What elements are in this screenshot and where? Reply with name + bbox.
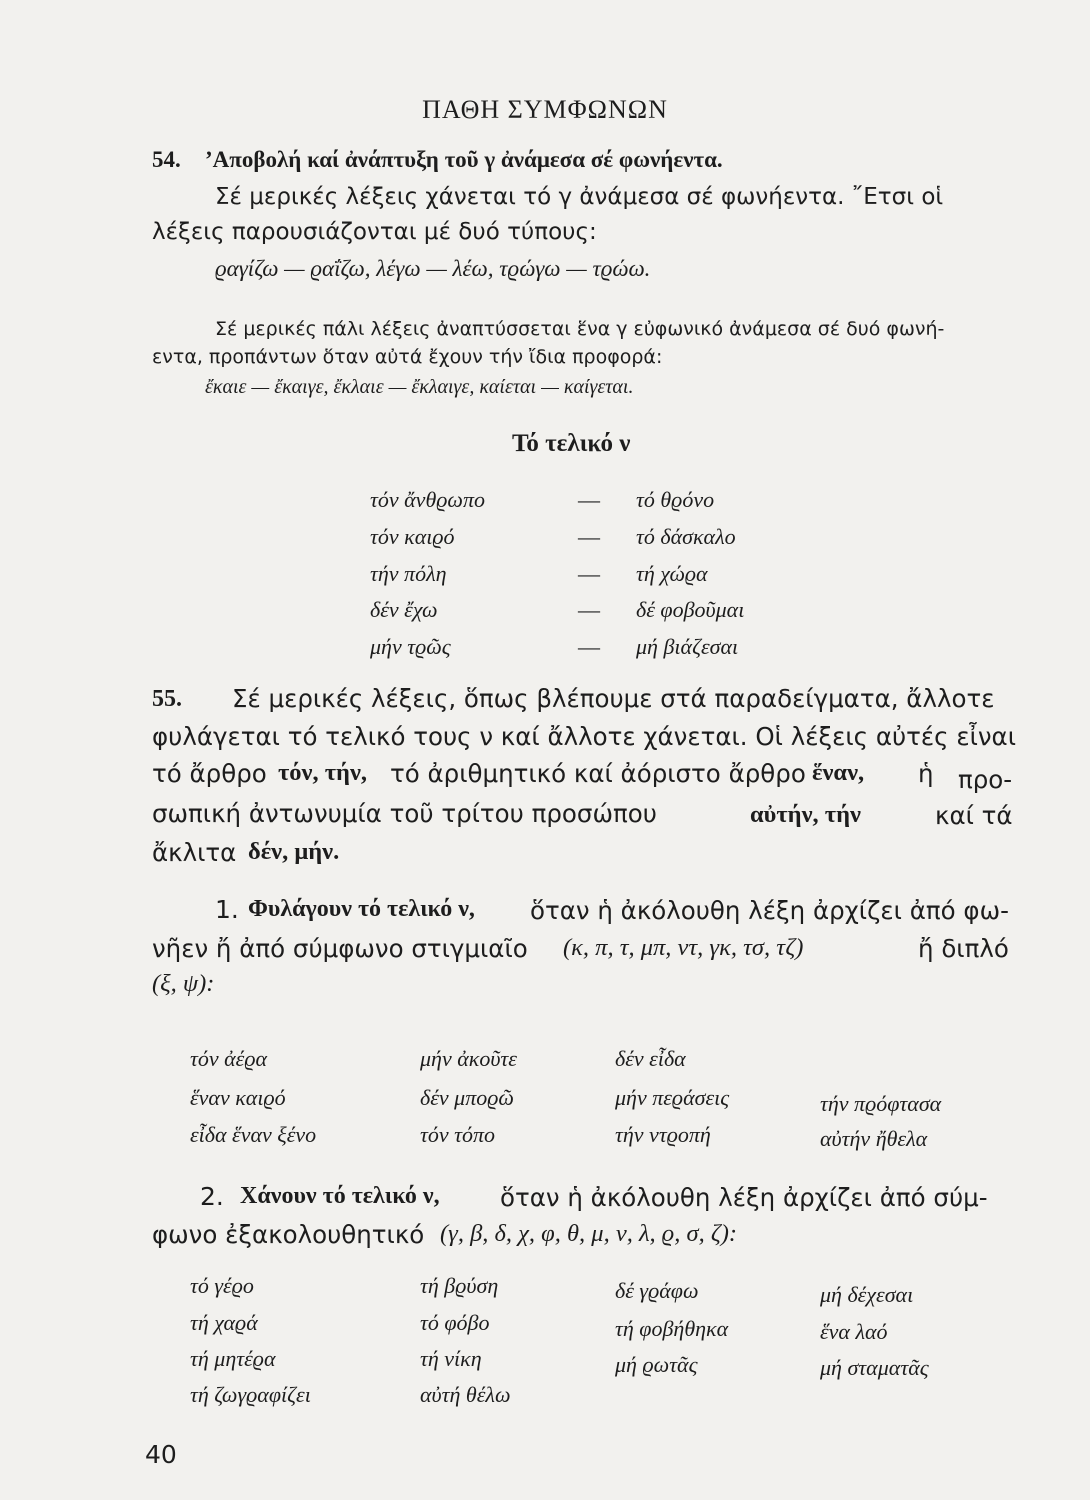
teliko-heading: Τό τελικό ν xyxy=(512,430,631,457)
rule-2-example: τή χαϱά xyxy=(190,1310,258,1335)
section-55-line-5a: ἄκλιτα xyxy=(152,838,237,867)
section-55-line-1: Σέ μερικές λέξεις, ὅπως βλέπουμε στά παραδείγματα, ἄλλοτε xyxy=(232,684,995,713)
rule-1-example: δέν εἶδα xyxy=(615,1046,686,1071)
rule-2-number: 2. xyxy=(200,1182,224,1211)
rule-1-doubles: (ξ, ψ): xyxy=(152,970,215,997)
rule-1-example: τήν ντϱοπή xyxy=(615,1122,711,1147)
pair-right: δέ φοβοῦμαι xyxy=(636,597,745,622)
rule-1-example: τήν πϱόφτασα xyxy=(820,1091,942,1116)
rule-1-heading: Φυλάγουν τό τελικό ν, xyxy=(248,896,475,922)
section-55-line-3a: τό ἄρθρο xyxy=(152,759,267,788)
page-number: 40 xyxy=(145,1440,177,1469)
section-54-small-line-2: εντα, προπάντων ὅταν αὐτά ἔχουν τήν ἴδια προφορά: xyxy=(152,346,663,368)
pair-dash: — xyxy=(578,524,600,549)
rule-2-example: δέ γϱάφω xyxy=(615,1278,699,1303)
rule-1-plosives: (κ, π, τ, μπ, ντ, γκ, τσ, τζ) xyxy=(563,934,804,961)
section-55-line-3e: ἡ xyxy=(918,759,934,788)
rule-1-example: εἶδα ἕναν ξένο xyxy=(190,1122,317,1147)
section-54-number: 54. xyxy=(152,147,181,172)
rule-2-example: τή ζωγϱαφίζει xyxy=(190,1382,311,1407)
pair-dash: — xyxy=(578,597,600,622)
section-55-line-4a: σωπική ἀντωνυμία τοῦ τρίτου προσώπου xyxy=(152,799,657,828)
section-55-particles: δέν, μήν. xyxy=(248,838,340,865)
rule-2-example: μή δέχεσαι xyxy=(820,1282,914,1307)
pair-dash: — xyxy=(578,561,600,586)
rule-1-number: 1. xyxy=(215,895,239,924)
pair-right: τό δάσκαλο xyxy=(636,524,736,549)
section-54-line-2: λέξεις παρουσιάζονται μέ δυό τύπους: xyxy=(152,219,597,245)
rule-1-line-2c: ἤ διπλό xyxy=(918,934,1009,963)
rule-1-example: μήν πεϱάσεις xyxy=(615,1085,730,1110)
rule-2-line-1: ὅταν ἡ ἀκόλουθη λέξη ἀρχίζει ἀπό σύμ- xyxy=(500,1183,988,1212)
section-55-number: 55. xyxy=(152,686,182,712)
section-55-line-3f: προ- xyxy=(958,765,1013,794)
pair-left: τόν καιϱό xyxy=(370,524,455,549)
rule-2-example: αὐτή θέλω xyxy=(420,1382,511,1407)
section-54-line-1: Σέ μερικές λέξεις χάνεται τό γ ἀνάμεσα σέ φωνήεντα. ῎Ετσι οἱ xyxy=(215,184,944,210)
rule-2-example: μή ϱωτᾶς xyxy=(615,1352,698,1377)
pair-right: τή χώϱα xyxy=(636,561,708,586)
rule-2-example: μή σταματᾶς xyxy=(820,1355,929,1380)
pair-left: μήν τϱῶς xyxy=(370,634,451,659)
rule-1-example: μήν ἀκοῦτε xyxy=(420,1046,517,1071)
pair-left: τήν πόλη xyxy=(370,561,447,586)
pair-left: δέν ἔχω xyxy=(370,597,438,622)
rule-2-example: τή φοβήθηκα xyxy=(615,1316,729,1341)
section-54-heading: ’Αποβολή καί ἀνάπτυξη τοῦ γ ἀνάμεσα σέ φωνήεντα. xyxy=(205,147,723,172)
section-55-pronouns: αὐτήν, τήν xyxy=(750,801,861,828)
rule-2-continuants: (γ, β, δ, χ, φ, θ, μ, ν, λ, ϱ, σ, ζ): xyxy=(440,1220,738,1247)
pair-right: μή βιάζεσαι xyxy=(636,634,739,659)
section-55-line-4c: καί τά xyxy=(935,801,1013,830)
section-54-small-line-1: Σέ μερικές πάλι λέξεις ἀναπτύσσεται ἕνα γ εὐφωνικό ἀνάμεσα σέ δυό φωνή- xyxy=(215,318,945,340)
rule-2-example: τό γέϱο xyxy=(190,1273,254,1298)
section-55-articles: τόν, τήν, xyxy=(278,759,368,786)
pair-dash: — xyxy=(578,634,600,659)
rule-1-example: δέν μποϱῶ xyxy=(420,1085,514,1110)
section-55-line-2: φυλάγεται τό τελικό τους ν καί ἄλλοτε χάνεται. Οἱ λέξεις αὐτές εἶναι xyxy=(152,722,1016,751)
rule-2-example: ἕνα λαό xyxy=(820,1319,888,1344)
rule-2-example: τή μητέϱα xyxy=(190,1346,276,1371)
rule-2-example: τό φόβο xyxy=(420,1310,490,1335)
section-55-line-3c: τό ἀριθμητικό καί ἀόριστο ἄρθρο xyxy=(390,759,806,788)
rule-2-example: τή βϱύση xyxy=(420,1273,499,1298)
rule-1-example: ἕναν καιϱό xyxy=(190,1085,286,1110)
page-title: ΠΑΘΗ ΣΥΜΦΩΝΩΝ xyxy=(422,95,668,124)
rule-2-example: τή νίκη xyxy=(420,1346,482,1371)
section-54-example-2: ἔκαιε — ἔκαιγε, ἔκλαιε — ἔκλαιγε, καίεται — καίγεται. xyxy=(205,376,634,398)
section-54-example-1: ϱαγίζω — ϱαΐζω, λέγω — λέω, τϱώγω — τϱώω. xyxy=(215,256,651,281)
rule-1-example: τόν τόπο xyxy=(420,1122,496,1147)
section-55-enan: ἕναν, xyxy=(812,759,865,786)
rule-1-example: αὐτήν ἤθελα xyxy=(820,1126,928,1151)
rule-1-example: τόν ἀέϱα xyxy=(190,1046,268,1071)
pair-dash: — xyxy=(578,487,600,512)
rule-1-line-2a: νῆεν ἤ ἀπό σύμφωνο στιγμιαῖο xyxy=(152,934,528,963)
pair-left: τόν ἄνθϱωπο xyxy=(370,487,485,512)
rule-1-line-1: ὅταν ἡ ἀκόλουθη λέξη ἀρχίζει ἀπό φω- xyxy=(530,896,1009,925)
rule-2-line-2a: φωνο ἐξακολουθητικό xyxy=(152,1220,425,1249)
pair-right: τό θϱόνο xyxy=(636,487,715,512)
rule-2-heading: Χάνουν τό τελικό ν, xyxy=(240,1183,440,1209)
